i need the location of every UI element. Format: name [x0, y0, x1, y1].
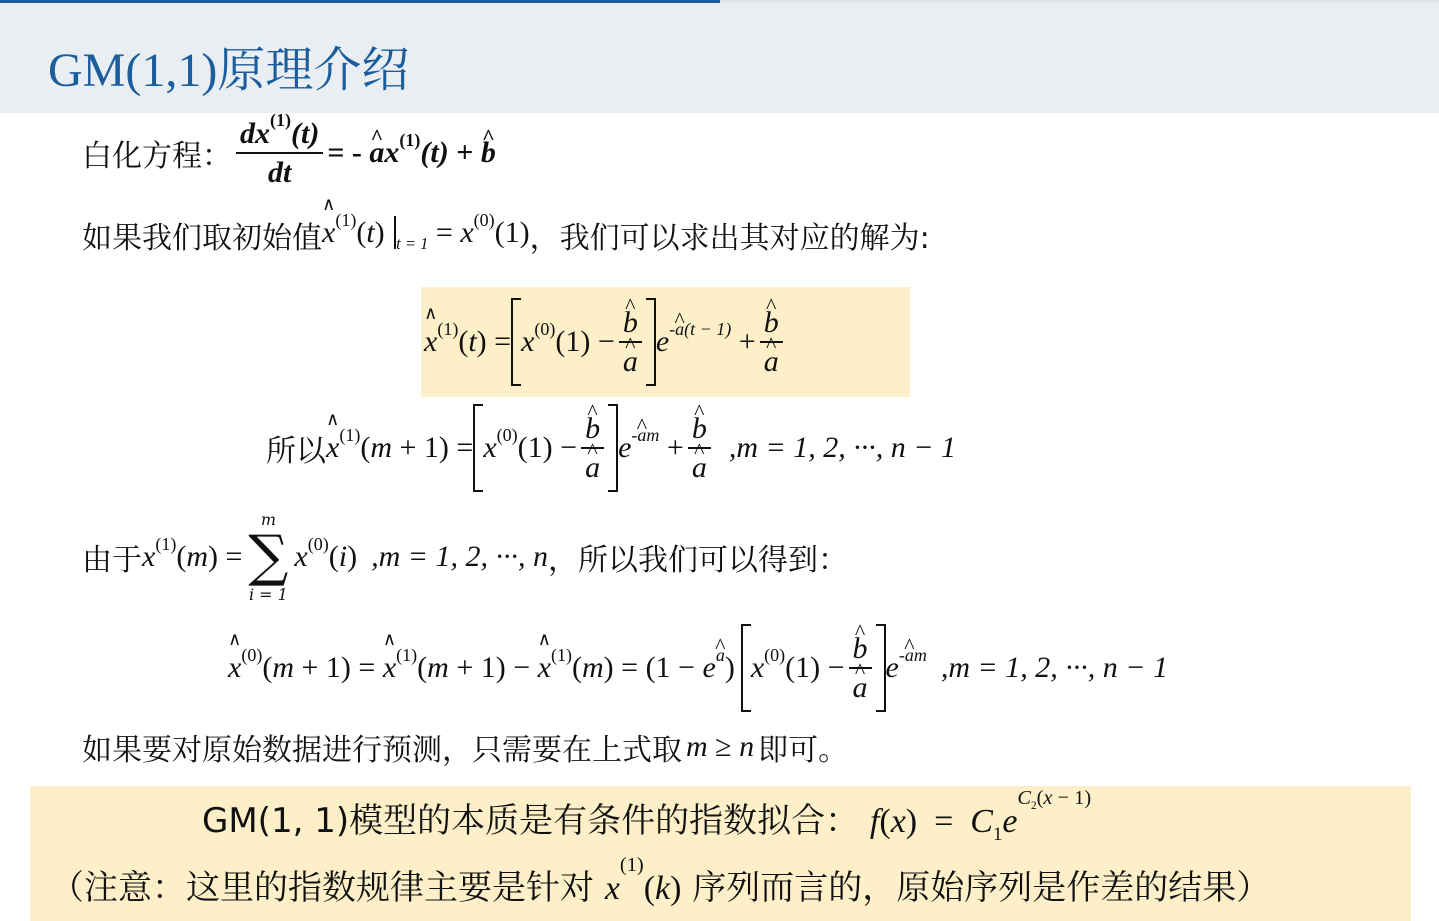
- since-range: ,m = 1, 2, ···, n: [371, 540, 548, 573]
- predict-suffix: 即可。: [758, 733, 849, 768]
- so-label: 所以: [266, 433, 326, 469]
- initial-condition-formula: ∧ $x^{(1)}(t) _{t = 1} = x^{(0)}(1)$: [322, 216, 530, 254]
- whitening-rhs: = - ^ $ax^{(1)}(t)$ + ^ b: [327, 136, 496, 170]
- restoration-formula: ∧ $x^{(0)}(m + 1)$ = ∧ $x^{(1)}(m + 1)$ − ∧ $x^{(1)}(m) = (1$ − e^ $^a$) $x^{(0)}(1)$ − ^ b ^ a $e^{-\^{} am}$ ,m = 1, 2, ···, n − 1: [228, 620, 1168, 715]
- slide-title: GM(1,1)原理介绍: [48, 44, 410, 97]
- discrete-solution-line: 所以 ∧ $x^{(1)}(m + 1)$ = $x^{(0)}(1)$ − ^ b ^ a $e^{-\^{} am}$ + ^ b ^ a ,m = 1, 2, ···, n − 1: [266, 400, 956, 495]
- initial-suffix: ，我们可以求出其对应的解为:: [529, 221, 930, 256]
- so-range: ,m = 1, 2, ···, n − 1: [728, 430, 956, 464]
- summary-label: GM(1, 1)模型的本质是有条件的指数拟合：: [202, 801, 860, 841]
- slide-header: [0, 3, 1439, 113]
- initial-value-line: [82, 210, 930, 260]
- summation-operator: m ∑ i = 1: [248, 510, 289, 604]
- predict-prefix: 如果要对原始数据进行预测，只需要在上式取: [82, 733, 682, 768]
- restore-range: ,m = 1, 2, ···, n − 1: [940, 650, 1169, 684]
- summary-note: （注意：这里的指数规律主要是针对 $x^{(1)}(k)$ 序列而言的，原始序列是作差的结果）: [50, 854, 1271, 908]
- prediction-note: 如果要对原始数据进行预测，只需要在上式取 m ≥ n 即可。: [82, 722, 848, 772]
- since-label: 由于: [82, 543, 142, 578]
- whitening-label: 白化方程：: [82, 139, 232, 174]
- since-suffix: ，所以我们可以得到：: [548, 543, 848, 578]
- note-prefix: （注意：这里的指数规律主要是针对: [50, 868, 594, 908]
- summation-line: 由于 $x^{(1)}(m)$ = m ∑ i = 1 $x^{(0)}(i)$ ,m = 1, 2, ···, n ，所以我们可以得到：: [82, 510, 848, 604]
- derivative-fraction: $\frac{dx^{(1)}(t)}{dt}$: [236, 117, 323, 189]
- note-suffix: 序列而言的，原始序列是作差的结果）: [692, 868, 1271, 908]
- initial-prefix: 如果我们取初始值: [82, 221, 322, 256]
- summary-line: GM(1, 1)模型的本质是有条件的指数拟合： $f(x) = C_1e^{C_2(x - 1)}$: [202, 787, 1092, 845]
- whitening-equation: [82, 110, 496, 189]
- solution-formula: ∧ $x^{(1)}(t)$ = $x^{(0)}(1)$ − ^ b ^ a $e^{-\^{} a(t - 1)}$ + ^ b ^ a: [424, 293, 787, 391]
